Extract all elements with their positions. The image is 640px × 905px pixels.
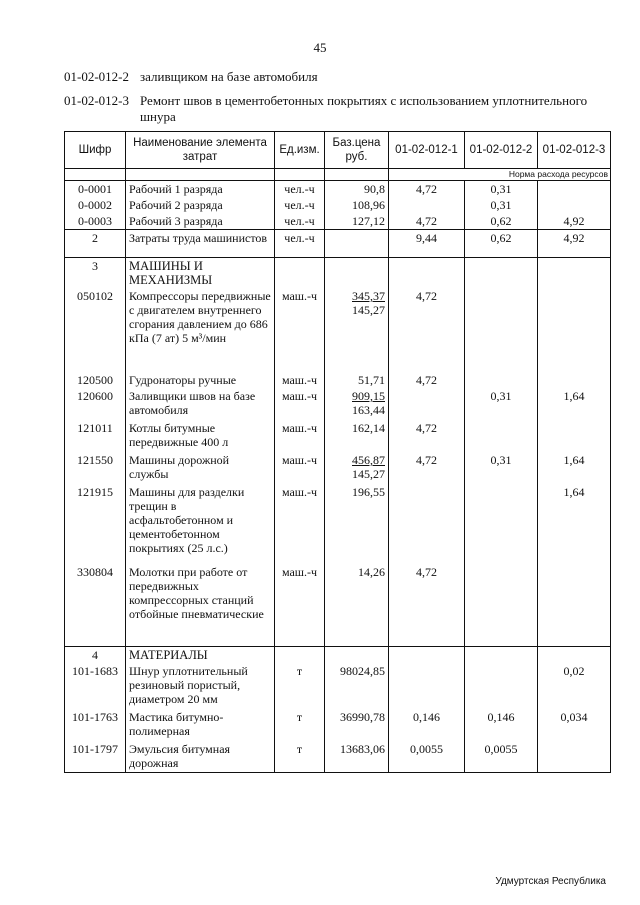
table-body <box>65 169 611 773</box>
row-norm-3: 0,034 <box>538 709 611 741</box>
row-price <box>325 452 389 484</box>
header-col2: 01-02-012-2 <box>465 132 538 169</box>
row-norm-2: 0,31 <box>465 452 538 484</box>
row-unit: маш.-ч <box>275 388 325 420</box>
row-price <box>325 646 389 663</box>
row-norm-1 <box>389 258 465 289</box>
heading-line-1 <box>64 69 600 85</box>
row-price <box>325 288 389 372</box>
heading-code: 01-02-012-3 <box>64 93 129 108</box>
row-norm-2 <box>465 420 538 452</box>
header-col3: 01-02-012-3 <box>538 132 611 169</box>
heading-text: Ремонт швов в цементобетонных покрытиях с использованием уплотнительного шнура <box>140 93 588 124</box>
row-name: Шнур уплотнительный резиновый пористый, диаметром 20 мм <box>126 663 275 709</box>
row-norm-2 <box>465 372 538 388</box>
row-norm-1 <box>389 646 465 663</box>
table-row <box>65 709 611 741</box>
row-code: 4 <box>65 646 126 663</box>
row-norm-1: 0,146 <box>389 709 465 741</box>
table-row <box>65 420 611 452</box>
row-norm-1: 4,72 <box>389 564 465 646</box>
row-name: МАТЕРИАЛЫ <box>126 646 275 663</box>
table-row <box>65 197 611 213</box>
header-unit: Ед.изм. <box>275 132 325 169</box>
row-norm-3: 4,92 <box>538 213 611 230</box>
subheader-row <box>65 169 611 181</box>
row-norm-2: 0,0055 <box>465 741 538 773</box>
row-norm-3: 4,92 <box>538 230 611 258</box>
row-unit: маш.-ч <box>275 288 325 372</box>
row-unit: маш.-ч <box>275 564 325 646</box>
heading-code: 01-02-012-2 <box>64 69 129 84</box>
row-norm-3 <box>538 197 611 213</box>
row-name: Машины для разделки трещин в асфальтобетонном и цементобетонном покрытиях (25 л.с.) <box>126 484 275 564</box>
page-number: 45 <box>313 40 327 55</box>
row-norm-3: 1,64 <box>538 484 611 564</box>
heading-text: заливщиком на базе автомобиля <box>140 69 318 84</box>
table-header-row <box>65 132 611 169</box>
row-norm-3: 1,64 <box>538 388 611 420</box>
row-price: 196,55 <box>325 484 389 564</box>
row-unit: чел.-ч <box>275 213 325 230</box>
table-row <box>65 646 611 663</box>
row-price: 51,71 <box>325 372 389 388</box>
table-row <box>65 181 611 198</box>
row-unit <box>275 258 325 289</box>
row-norm-2: 0,62 <box>465 213 538 230</box>
table-row <box>65 213 611 230</box>
row-unit: т <box>275 709 325 741</box>
row-unit: маш.-ч <box>275 420 325 452</box>
row-code: 101-1683 <box>65 663 126 709</box>
table-row <box>65 564 611 646</box>
row-norm-1 <box>389 197 465 213</box>
row-norm-1: 0,0055 <box>389 741 465 773</box>
subheader-label: Норма расхода ресурсов <box>389 169 611 181</box>
row-norm-2 <box>465 564 538 646</box>
table-row <box>65 372 611 388</box>
footer-region: Удмуртская Республика <box>495 876 606 887</box>
header-code: Шифр <box>65 132 126 169</box>
row-code: 120600 <box>65 388 126 420</box>
row-code: 120500 <box>65 372 126 388</box>
row-code: 0-0001 <box>65 181 126 198</box>
row-norm-3 <box>538 288 611 372</box>
table-row <box>65 288 611 372</box>
row-unit: т <box>275 663 325 709</box>
price-primary: 345,37 <box>352 289 385 303</box>
row-norm-1: 4,72 <box>389 181 465 198</box>
row-code: 101-1763 <box>65 709 126 741</box>
row-unit: чел.-ч <box>275 230 325 258</box>
row-norm-2 <box>465 646 538 663</box>
row-norm-2 <box>465 484 538 564</box>
row-code: 121915 <box>65 484 126 564</box>
table-row <box>65 452 611 484</box>
table-row <box>65 230 611 258</box>
row-price <box>325 388 389 420</box>
row-norm-3 <box>538 420 611 452</box>
row-norm-1 <box>389 388 465 420</box>
row-price <box>325 258 389 289</box>
table-row <box>65 663 611 709</box>
row-name: Гудронаторы ручные <box>126 372 275 388</box>
row-norm-1 <box>389 484 465 564</box>
row-name: Котлы битумные передвижные 400 л <box>126 420 275 452</box>
row-name: Компрессоры передвижные с двигателем внутреннего сгорания давлением до 686 кПа (7 ат) 5 м³/мин <box>126 288 275 372</box>
row-norm-3 <box>538 258 611 289</box>
row-name: Молотки при работе от передвижных компрессорных станций отбойные пневматические <box>126 564 275 646</box>
row-name: Эмульсия битумная дорожная <box>126 741 275 773</box>
price-secondary: 163,44 <box>352 403 385 417</box>
row-norm-1: 4,72 <box>389 372 465 388</box>
row-norm-1: 4,72 <box>389 420 465 452</box>
price-secondary: 145,27 <box>352 467 385 481</box>
row-price: 90,8 <box>325 181 389 198</box>
row-norm-3 <box>538 741 611 773</box>
row-name: Машины дорожной службы <box>126 452 275 484</box>
header-name: Наименование элемента затрат <box>126 132 275 169</box>
row-norm-2 <box>465 258 538 289</box>
row-unit <box>275 646 325 663</box>
table-row <box>65 484 611 564</box>
row-code: 121011 <box>65 420 126 452</box>
row-name: Рабочий 3 разряда <box>126 213 275 230</box>
table-row <box>65 741 611 773</box>
row-code: 2 <box>65 230 126 258</box>
row-code: 101-1797 <box>65 741 126 773</box>
row-norm-3 <box>538 646 611 663</box>
row-norm-3 <box>538 372 611 388</box>
row-price: 13683,06 <box>325 741 389 773</box>
row-norm-2: 0,146 <box>465 709 538 741</box>
row-unit: маш.-ч <box>275 372 325 388</box>
row-code: 050102 <box>65 288 126 372</box>
row-norm-2: 0,31 <box>465 388 538 420</box>
row-norm-2 <box>465 663 538 709</box>
row-unit: маш.-ч <box>275 484 325 564</box>
row-norm-1: 4,72 <box>389 288 465 372</box>
heading-line-2 <box>64 93 600 125</box>
row-unit: маш.-ч <box>275 452 325 484</box>
row-name: Заливщики швов на базе автомобиля <box>126 388 275 420</box>
row-norm-3: 0,02 <box>538 663 611 709</box>
row-norm-3: 1,64 <box>538 452 611 484</box>
row-norm-2: 0,62 <box>465 230 538 258</box>
row-price: 127,12 <box>325 213 389 230</box>
row-code: 0-0003 <box>65 213 126 230</box>
header-price: Баз.цена руб. <box>325 132 389 169</box>
table-row <box>65 258 611 289</box>
row-name: Мастика битумно-полимерная <box>126 709 275 741</box>
row-norm-2 <box>465 288 538 372</box>
row-norm-3 <box>538 564 611 646</box>
row-price: 36990,78 <box>325 709 389 741</box>
row-code: 3 <box>65 258 126 289</box>
row-code: 121550 <box>65 452 126 484</box>
price-primary: 909,15 <box>352 389 385 403</box>
row-name: Рабочий 1 разряда <box>126 181 275 198</box>
row-unit: т <box>275 741 325 773</box>
row-norm-2: 0,31 <box>465 181 538 198</box>
row-name: Затраты труда машинистов <box>126 230 275 258</box>
row-unit: чел.-ч <box>275 181 325 198</box>
row-norm-1: 4,72 <box>389 213 465 230</box>
row-unit: чел.-ч <box>275 197 325 213</box>
header-col1: 01-02-012-1 <box>389 132 465 169</box>
row-price: 108,96 <box>325 197 389 213</box>
row-price: 14,26 <box>325 564 389 646</box>
resource-norms-table <box>64 131 611 773</box>
row-norm-1 <box>389 663 465 709</box>
row-price: 162,14 <box>325 420 389 452</box>
row-price <box>325 230 389 258</box>
price-primary: 456,87 <box>352 453 385 467</box>
row-norm-1: 4,72 <box>389 452 465 484</box>
row-name: Рабочий 2 разряда <box>126 197 275 213</box>
price-secondary: 145,27 <box>352 303 385 317</box>
row-price: 98024,85 <box>325 663 389 709</box>
row-name: МАШИНЫ И МЕХАНИЗМЫ <box>126 258 275 289</box>
row-norm-3 <box>538 181 611 198</box>
row-norm-2: 0,31 <box>465 197 538 213</box>
row-code: 330804 <box>65 564 126 646</box>
row-norm-1: 9,44 <box>389 230 465 258</box>
row-code: 0-0002 <box>65 197 126 213</box>
table-row <box>65 388 611 420</box>
